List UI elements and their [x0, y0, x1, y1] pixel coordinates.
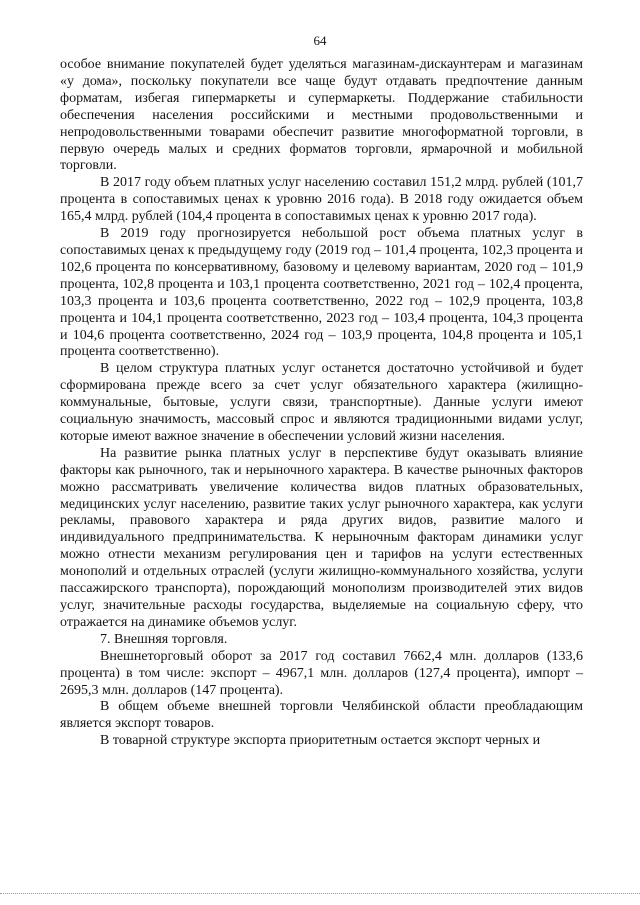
- paragraph-trade-turnover: Внешнеторговый оборот за 2017 год составил 7662,4 млн. долларов (133,6 процента) в том числе: экспорт – 4967,1 млн. долларов (127,4 процента), импорт – 2695,3 млн. долларов (147 процента).: [60, 648, 583, 698]
- paragraph-paid-services-2017: В 2017 году объем платных услуг населению составил 151,2 млрд. рублей (101,7 процента в сопоставимых ценах к уровню 2016 года). В 2018 году ожидается объем 165,4 млрд. рублей (104,4 процента в сопоставимых ценах к уровню 2017 года).: [60, 175, 583, 225]
- paragraph-market-factors: На развитие рынка платных услуг в перспективе будут оказывать влияние факторы как рыночного, так и нерыночного характера. В качестве рыночных факторов можно рассматривать увеличение количества видов платных образовательных, медицинских услуг населению, развитие таких услуг рыночного характера, как услуги рекламы, правового характера и ряда других видов, развитие малого и индивидуального предпринимательства. К нерыночным факторам динамики услуг можно отнести механизм регулирования цен и тарифов на услуги естественных монополий и отдельных отраслей (услуги жилищно-коммунального хозяйства, услуги пассажирского транспорта), порождающий монополизм производителей этих видов услуг, значительные расходы государства, выделяемые на социальную сферу, что отражается на динамике объемов услуг.: [60, 445, 583, 630]
- section-heading-foreign-trade: 7. Внешняя торговля.: [100, 631, 228, 647]
- document-body: [60, 57, 583, 750]
- paragraph-export-structure: В товарной структуре экспорта приоритетным остается экспорт черных и: [100, 733, 541, 749]
- paragraph-export-dominance: В общем объеме внешней торговли Челябинской области преобладающим является экспорт товаров.: [60, 699, 583, 732]
- bottom-divider: [0, 893, 640, 894]
- paragraph-paid-services-forecast: В 2019 году прогнозируется небольшой рост объема платных услуг в сопоставимых ценах к предыдущему году (2019 год – 101,4 процента, 102,3 процента и 102,6 процента по консервативному, базовому и целевому вариантам, 2020 год – 101,9 процента, 102,8 процента и 103,1 процента соответственно, 2021 год – 102,4 процента, 103,3 процента и 103,6 процента соответственно, 2022 год – 102,9 процента, 103,8 процента и 104,1 процента соответственно, 2023 год – 103,4 процента, 104,3 процента и 104,6 процента соответственно, 2024 год – 103,9 процента, 104,8 процента и 105,1 процента соответственно).: [60, 226, 583, 360]
- page-number: 64: [313, 33, 327, 48]
- paragraph-services-structure: В целом структура платных услуг останется достаточно устойчивой и будет сформирована прежде всего за счет услуг обязательного характера (жилищно-коммунальные, бытовые, услуги связи, транспортные). Данные услуги имеют социальную значимость, массовый спрос и являются традиционными видами услуг, которые имеют важное значение в обеспечении условий жизни населения.: [60, 361, 583, 444]
- paragraph-retail-formats: особое внимание покупателей будет уделяться магазинам-дискаунтерам и магазинам «у дома», поскольку покупатели все чаще будут отдавать предпочтение данным форматам, избегая гипермаркеты и супермаркеты. Поддержание стабильности обеспечения населения российскими и местными продовольственными и непродовольственными товарами обеспечит развитие многоформатной торговли, в первую очередь малых и средних форматов торговли, ярмарочной и мобильной торговли.: [60, 57, 583, 174]
